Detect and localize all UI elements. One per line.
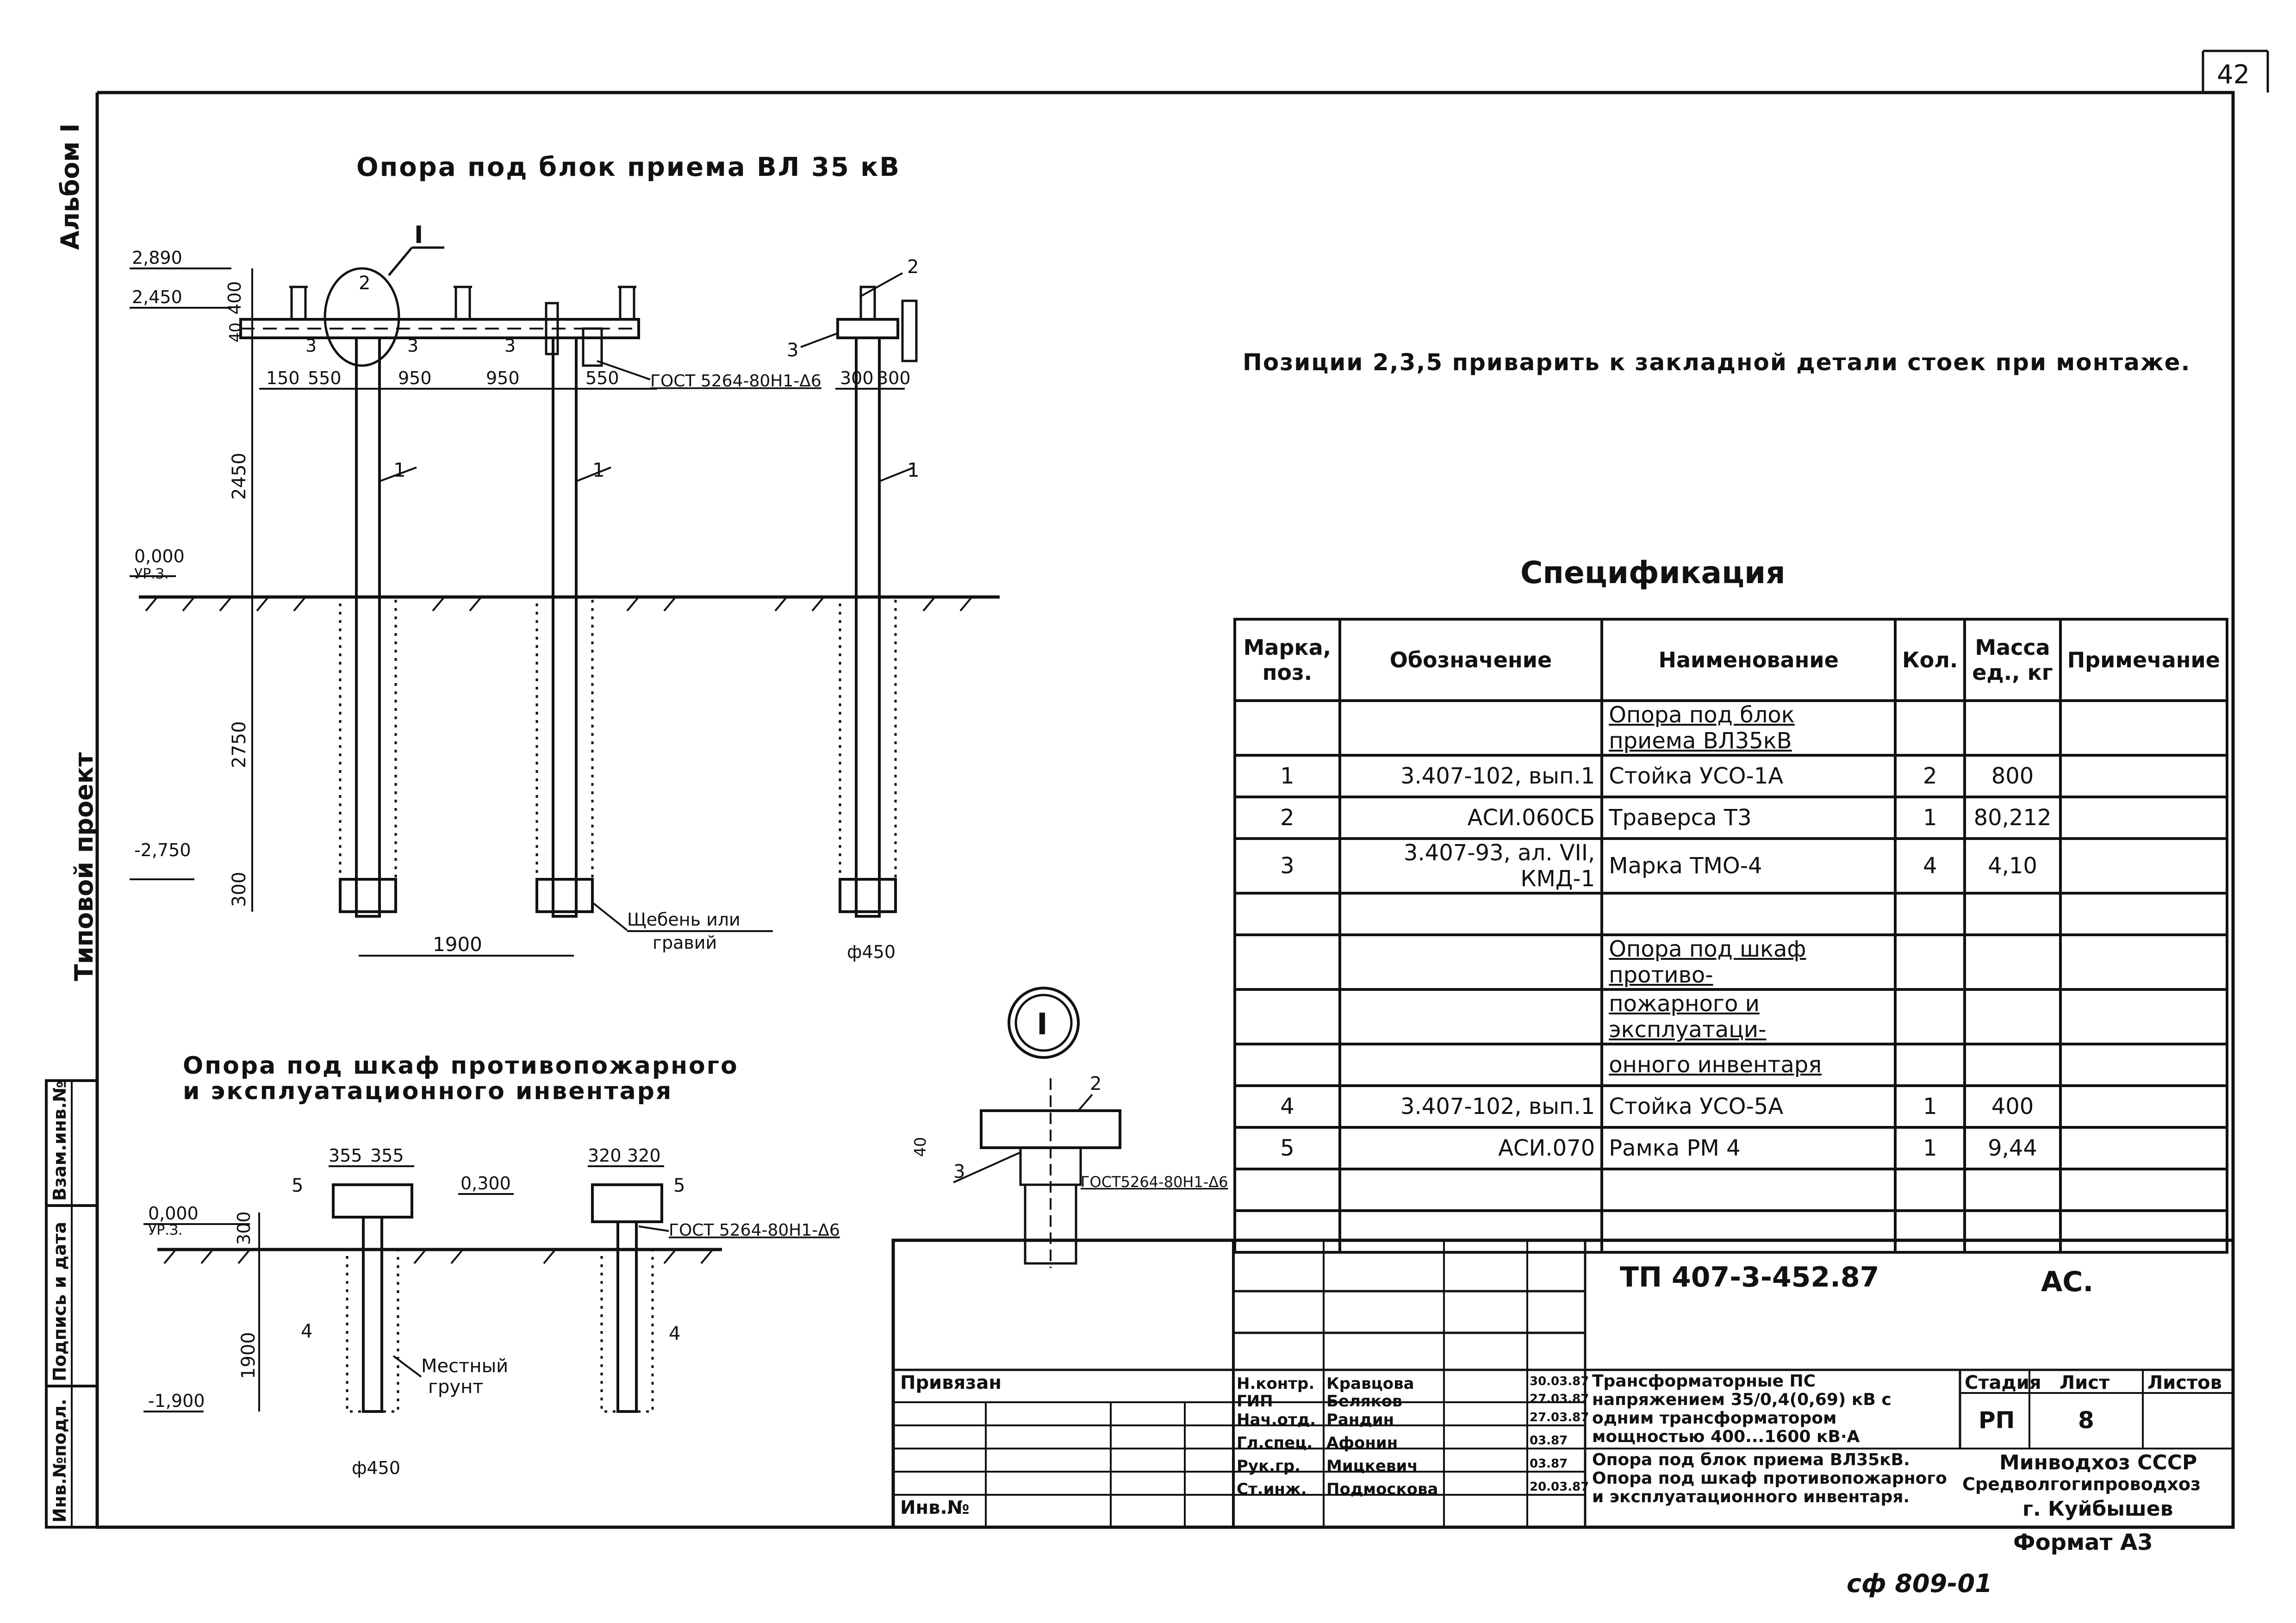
col-mass: Масса ед., кг (1965, 619, 2060, 701)
spec-title: Спецификация (1520, 555, 1786, 591)
spec-cell-designation (1340, 1044, 1602, 1086)
elev-2890: 2,890 (132, 248, 182, 268)
doc-code: ТП 407-3-452.87 (1620, 1261, 1879, 1293)
dim-950b: 950 (486, 368, 520, 388)
mark2-5a: 5 (292, 1175, 304, 1196)
sheet-title: Опора под блок приема ВЛ35кВ. Опора под шкаф противопожарного и эксплуатационного инвентаря. (1592, 1450, 1947, 1506)
spec-row (1235, 1086, 2227, 1127)
mark2-4a: 4 (301, 1321, 313, 1342)
signature-role: Нач.отд. (1237, 1411, 1316, 1429)
gost-label-1: ГОСТ 5264-80Н1-Δ6 (650, 372, 821, 391)
signature-name: Рандин (1326, 1411, 1394, 1429)
org-city: г. Куйбышев (2022, 1497, 2173, 1521)
mark-1b: 1 (592, 459, 605, 481)
installation-note: Позиции 2,3,5 приварить к закладной детали стоек при монтаже. (1243, 349, 2191, 376)
dim2-1900: 1900 (238, 1332, 259, 1379)
elev-minus-2750: -2,750 (134, 840, 191, 860)
spec-cell-note (2060, 1127, 2227, 1169)
mark2-5b: 5 (673, 1175, 685, 1196)
spec-cell-note (2060, 935, 2227, 989)
signature-name: Беляков (1326, 1392, 1402, 1411)
side-album-label: Альбом I (56, 123, 85, 250)
spec-cell-designation: АСИ.060СБ (1340, 797, 1602, 839)
insulators (289, 287, 636, 366)
signature-date: 03.87 (1530, 1434, 1568, 1448)
spec-cell-qty (1895, 893, 1965, 935)
spec-cell-mass: 800 (1965, 755, 2060, 797)
spec-cell-mass (1965, 893, 2060, 935)
post-cabinet-side (592, 1185, 662, 1412)
col-designation: Обозначение (1340, 619, 1602, 701)
spec-cell-qty (1895, 1211, 1965, 1252)
signature-date: 30.03.87 (1530, 1374, 1589, 1388)
spec-cell-mass (1965, 935, 2060, 989)
dim-300b: 300 (877, 368, 911, 388)
dim2-355b: 355 (370, 1145, 404, 1166)
diameter-2: ф450 (352, 1458, 401, 1478)
elev2-0300: 0,300 (460, 1173, 511, 1194)
gost-leader-2 (639, 1226, 669, 1231)
spec-cell-qty (1895, 935, 1965, 989)
dim-550b: 550 (585, 368, 619, 388)
doc-suffix: АС. (2041, 1266, 2094, 1298)
spec-cell-designation (1340, 935, 1602, 989)
signature-name: Подмоскова (1326, 1480, 1438, 1499)
elev2-0000: 0,000 (148, 1203, 199, 1224)
spec-cell-mass: 4,10 (1965, 839, 2060, 893)
drawing1-title: Опора под блок приема ВЛ 35 кВ (356, 152, 901, 182)
stage-label: Стадия (1965, 1372, 2041, 1393)
mark-1c: 1 (907, 459, 920, 481)
dim-950: 950 (398, 368, 432, 388)
spec-cell-mass: 9,44 (1965, 1127, 2060, 1169)
callout-leader (389, 248, 412, 275)
spec-row (1235, 1044, 2227, 1086)
dim-1900: 1900 (433, 933, 482, 956)
mark-2-side: 2 (907, 256, 919, 278)
dim2-320a: 320 (588, 1145, 622, 1166)
spec-cell-mark (1235, 989, 1340, 1044)
detail-callout-label: I (1037, 1007, 1048, 1042)
signature-name: Мицкевич (1326, 1457, 1418, 1475)
ground-hatching (146, 597, 972, 611)
detail-mark-3: 3 (953, 1161, 965, 1182)
spec-cell-name: Марка ТМО-4 (1602, 839, 1895, 893)
spec-cell-mark (1235, 1211, 1340, 1252)
spec-cell-name: Опора под шкаф противо- (1602, 935, 1895, 989)
signature-date: 27.03.87 (1530, 1392, 1589, 1406)
sheet-label: Лист (2060, 1372, 2110, 1393)
spec-row (1235, 797, 2227, 839)
spec-cell-name (1602, 1169, 1895, 1211)
sheets-label: Листов (2147, 1372, 2222, 1393)
mark-3-side: 3 (787, 340, 799, 361)
spec-header-row (1235, 619, 2227, 701)
signature-name: Кравцова (1326, 1374, 1414, 1393)
spec-cell-designation (1340, 893, 1602, 935)
dim-550: 550 (308, 368, 342, 388)
spec-cell-qty: 2 (1895, 755, 1965, 797)
signature-role: Ст.инж. (1237, 1480, 1307, 1499)
drawing2-title-2: и эксплуатационного инвентаря (183, 1077, 673, 1105)
privyazan-label: Привязан (900, 1372, 1002, 1393)
spec-cell-qty: 1 (1895, 1086, 1965, 1127)
spec-cell-note (2060, 797, 2227, 839)
detail-dim-40: 40 (911, 1137, 930, 1157)
post-cabinet-front (333, 1185, 412, 1412)
org-ministry: Минводхоз СССР (1999, 1451, 2197, 1474)
dim-40: 40 (226, 322, 245, 342)
spec-cell-mark (1235, 1169, 1340, 1211)
spec-cell-note (2060, 1169, 2227, 1211)
spec-cell-mark (1235, 893, 1340, 935)
spec-cell-name: пожарного и эксплуатаци- (1602, 989, 1895, 1044)
elev-2450: 2,450 (132, 287, 182, 307)
soil-label-1: Местный (421, 1356, 509, 1377)
signature-role: ГИП (1237, 1392, 1273, 1411)
spec-cell-designation (1340, 1169, 1602, 1211)
spec-cell-name: онного инвентаря (1602, 1044, 1895, 1086)
spec-cell-designation: 3.407-93, ал. VII, КМД-1 (1340, 839, 1602, 893)
dim-2750: 2750 (229, 721, 250, 768)
spec-cell-mass (1965, 1211, 2060, 1252)
spec-row (1235, 1127, 2227, 1169)
spec-row (1235, 989, 2227, 1044)
signature-role: Гл.спец. (1237, 1434, 1313, 1452)
inv-label: Инв.№ (900, 1497, 970, 1518)
signature-date: 20.03.87 (1530, 1480, 1589, 1494)
spec-cell-mark: 3 (1235, 839, 1340, 893)
spec-cell-name: Опора под блок приема ВЛ35кВ (1602, 701, 1895, 755)
spec-cell-note (2060, 1086, 2227, 1127)
spec-cell-name (1602, 893, 1895, 935)
signature-name: Афонин (1326, 1434, 1398, 1452)
gost-label-2: ГОСТ 5264-80Н1-Δ6 (669, 1221, 840, 1240)
mark-1a: 1 (393, 459, 406, 481)
mark2-4b: 4 (669, 1323, 681, 1344)
spec-cell-mark (1235, 701, 1340, 755)
spec-cell-mark: 5 (1235, 1127, 1340, 1169)
post-left (340, 338, 396, 916)
ground-hatching-2 (164, 1250, 713, 1263)
signature-role: Н.контр. (1237, 1374, 1315, 1393)
spec-row (1235, 755, 2227, 797)
dim2-355a: 355 (329, 1145, 362, 1166)
spec-row (1235, 701, 2227, 755)
spec-cell-note (2060, 1044, 2227, 1086)
col-name: Наименование (1602, 619, 1895, 701)
spec-cell-name: Траверса Т3 (1602, 797, 1895, 839)
dim-2450: 2450 (229, 453, 250, 500)
spec-row (1235, 1169, 2227, 1211)
spec-cell-designation (1340, 1211, 1602, 1252)
mark-leaders (380, 273, 914, 481)
stamp-vzam-inv: Взам.инв.№ (50, 1081, 70, 1201)
spec-cell-qty (1895, 989, 1965, 1044)
dim2-300: 300 (234, 1211, 254, 1245)
post-middle (537, 338, 592, 916)
stamp-inv-podl: Инв.№подл. (50, 1399, 70, 1523)
spec-cell-note (2060, 701, 2227, 755)
dim-300: 300 (229, 871, 250, 907)
detail-gost: ГОСТ5264-80Н1-Δ6 (1081, 1173, 1228, 1191)
spec-cell-mass: 400 (1965, 1086, 2060, 1127)
dim-300a: 300 (840, 368, 874, 388)
specification-table (1233, 618, 2228, 1254)
spec-cell-mark: 4 (1235, 1086, 1340, 1127)
spec-cell-designation (1340, 701, 1602, 755)
spec-cell-name (1602, 1211, 1895, 1252)
bottom-code: сф 809-01 (1847, 1569, 1992, 1598)
elev2-ground: УР.З. (148, 1222, 183, 1238)
spec-cell-note (2060, 1211, 2227, 1252)
col-qty: Кол. (1895, 619, 1965, 701)
spec-cell-qty (1895, 1044, 1965, 1086)
elev-ground-label: УР.З. (134, 566, 169, 582)
spec-cell-mass (1965, 701, 2060, 755)
col-mark: Марка, поз. (1235, 619, 1340, 701)
soil-label-2: грунт (428, 1376, 484, 1398)
spec-cell-mass (1965, 989, 2060, 1044)
spec-row (1235, 893, 2227, 935)
detail-leader-2 (1078, 1094, 1092, 1111)
project-title: Трансформаторные ПС напряжением 35/0,4(0,69) кВ с одним трансформатором мощностью 400...1600 кВ·А (1592, 1372, 1892, 1446)
dim-400: 400 (224, 281, 245, 315)
signature-date: 03.87 (1530, 1457, 1568, 1471)
format-label: Формат А3 (2013, 1530, 2153, 1555)
elev-0000: 0,000 (134, 546, 185, 566)
spec-cell-name: Рамка РМ 4 (1602, 1127, 1895, 1169)
callout-label: I (414, 221, 423, 249)
spec-cell-mass (1965, 1044, 2060, 1086)
side-project-label: Типовой проект (69, 752, 99, 981)
spec-cell-mark (1235, 935, 1340, 989)
spec-cell-qty: 1 (1895, 797, 1965, 839)
spec-cell-designation: 3.407-102, вып.1 (1340, 1086, 1602, 1127)
spec-cell-qty (1895, 1169, 1965, 1211)
spec-cell-note (2060, 839, 2227, 893)
page-number: 42 (2217, 60, 2250, 90)
spec-row (1235, 839, 2227, 893)
spec-cell-designation: 3.407-102, вып.1 (1340, 755, 1602, 797)
org-institute: Средволгогипроводхоз (1962, 1474, 2201, 1494)
gravel-leader (592, 902, 627, 930)
signature-role: Рук.гр. (1237, 1457, 1301, 1475)
spec-cell-mark: 1 (1235, 755, 1340, 797)
mark-3b: 3 (407, 336, 419, 356)
dim2-320b: 320 (627, 1145, 661, 1166)
spec-cell-qty: 4 (1895, 839, 1965, 893)
spec-cell-name: Стойка УСО-5А (1602, 1086, 1895, 1127)
mark-3a: 3 (305, 336, 317, 356)
spec-row (1235, 1211, 2227, 1252)
spec-cell-designation (1340, 989, 1602, 1044)
spec-body (1235, 701, 2227, 1252)
spec-cell-designation: АСИ.070 (1340, 1127, 1602, 1169)
detail-mark-2: 2 (1090, 1073, 1102, 1094)
elev2-minus-1900: -1,900 (148, 1391, 205, 1411)
stamp-podpis-data: Подпись и дата (50, 1221, 70, 1381)
drawing2-title-1: Опора под шкаф противопожарного (183, 1052, 739, 1080)
spec-cell-mass: 80,212 (1965, 797, 2060, 839)
spec-cell-note (2060, 893, 2227, 935)
dim-150: 150 (266, 368, 300, 388)
sheet-value: 8 (2078, 1407, 2094, 1434)
col-note: Примечание (2060, 619, 2227, 701)
signature-date: 27.03.87 (1530, 1411, 1589, 1424)
mark-3c: 3 (504, 336, 516, 356)
gravel-label: Щебень или (627, 909, 740, 930)
stage-value: РП (1979, 1407, 2015, 1434)
spec-cell-qty: 1 (1895, 1127, 1965, 1169)
mark-2: 2 (359, 273, 371, 294)
spec-cell-mass (1965, 1169, 2060, 1211)
spec-cell-qty (1895, 701, 1965, 755)
gravel-label-2: гравий (653, 933, 717, 953)
spec-cell-mark (1235, 1044, 1340, 1086)
diameter-1: ф450 (847, 942, 896, 962)
spec-row (1235, 935, 2227, 989)
spec-cell-note (2060, 989, 2227, 1044)
spec-cell-mark: 2 (1235, 797, 1340, 839)
spec-cell-note (2060, 755, 2227, 797)
spec-cell-name: Стойка УСО-1А (1602, 755, 1895, 797)
